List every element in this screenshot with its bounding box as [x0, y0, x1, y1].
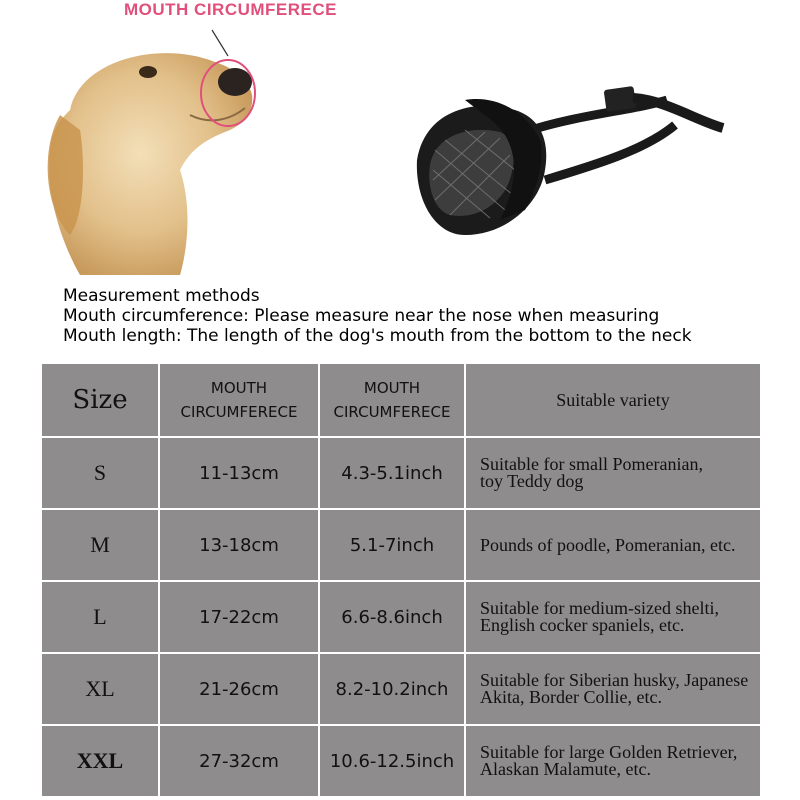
variety-cell: Pounds of poodle, Pomeranian, etc.: [465, 509, 761, 581]
mouth-circumference-label: MOUTH CIRCUMFERECE: [124, 0, 337, 19]
size-cell: S: [41, 437, 159, 509]
measurement-line-length: Mouth length: The length of the dog's mouth from the bottom to the neck: [63, 326, 692, 346]
dog-photo: [40, 40, 270, 275]
variety-cell: Suitable for Siberian husky, Japanese Akita, Border Collie, etc.: [465, 653, 761, 725]
table-row: [41, 437, 761, 509]
cm-cell: 13-18cm: [159, 509, 319, 581]
size-cell: M: [41, 509, 159, 581]
inch-cell: 10.6-12.5inch: [319, 725, 465, 797]
table-header-row: [41, 363, 761, 437]
size-chart-table: [40, 362, 762, 798]
header-suitable-variety: Suitable variety: [465, 363, 761, 437]
header-mouth-circumference-cm: MOUTH CIRCUMFERECE: [159, 363, 319, 437]
muzzle-photo: [405, 70, 745, 250]
variety-cell: Suitable for medium-sized shelti, English cocker spaniels, etc.: [465, 581, 761, 653]
measurement-line-circumference: Mouth circumference: Please measure near the nose when measuring: [63, 306, 660, 326]
header-mouth-circumference-inch: MOUTH CIRCUMFERECE: [319, 363, 465, 437]
inch-cell: 8.2-10.2inch: [319, 653, 465, 725]
cm-cell: 17-22cm: [159, 581, 319, 653]
cm-cell: 21-26cm: [159, 653, 319, 725]
size-cell: XL: [41, 653, 159, 725]
inch-cell: 4.3-5.1inch: [319, 437, 465, 509]
size-cell: XXL: [41, 725, 159, 797]
cm-cell: 11-13cm: [159, 437, 319, 509]
size-cell: L: [41, 581, 159, 653]
measurement-methods: [63, 286, 692, 346]
variety-cell: Suitable for small Pomeranian, toy Teddy dog: [465, 437, 761, 509]
header-size: Size: [41, 363, 159, 437]
inch-cell: 5.1-7inch: [319, 509, 465, 581]
table-row: [41, 653, 761, 725]
variety-cell: Suitable for large Golden Retriever, Alaskan Malamute, etc.: [465, 725, 761, 797]
cm-cell: 27-32cm: [159, 725, 319, 797]
table-row: [41, 725, 761, 797]
measurement-title: Measurement methods: [63, 286, 260, 306]
table-row: [41, 509, 761, 581]
inch-cell: 6.6-8.6inch: [319, 581, 465, 653]
table-row: [41, 581, 761, 653]
